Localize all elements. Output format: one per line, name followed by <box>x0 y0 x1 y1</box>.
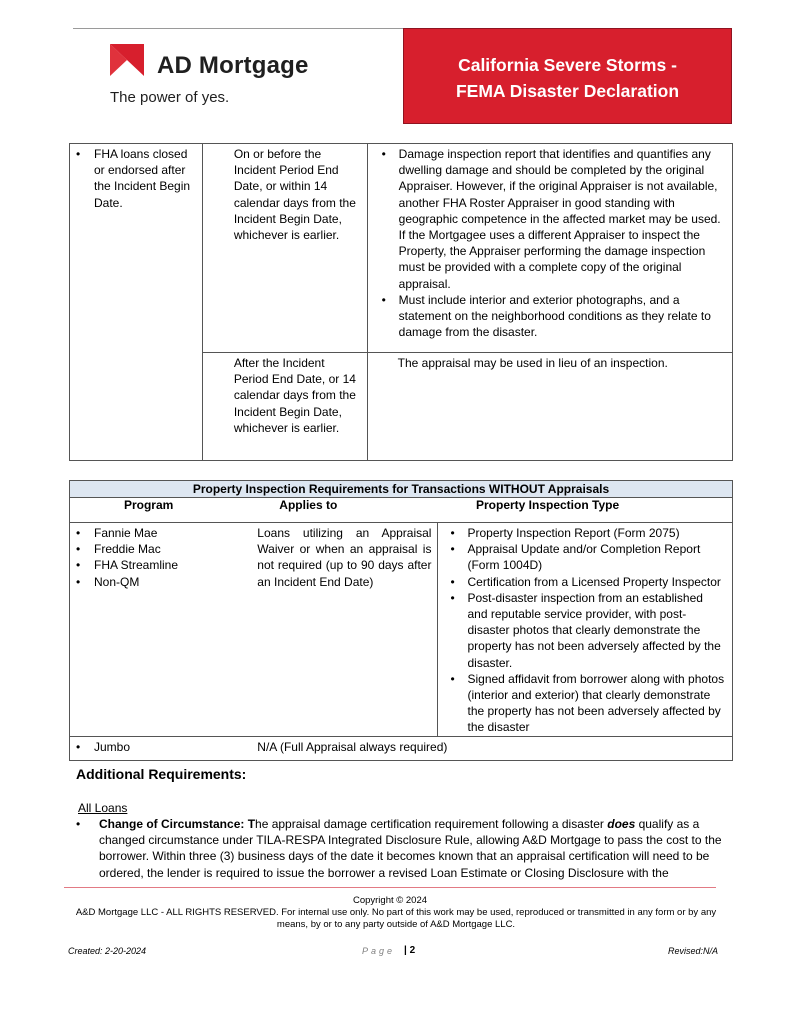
header-program: Program <box>70 498 228 523</box>
list-item: • Signed affidavit from borrower along with photos (interior and exterior) that clearly demonstrate the property has not been adversely affected by the disaster <box>441 671 726 736</box>
list-item: • Certification from a Licensed Property Inspector <box>441 574 726 590</box>
fha-inspection-table <box>69 143 733 461</box>
applies-cell: After the Incident Period End Date, or 14 calendar days from the Incident Begin Date, whichever is earlier. <box>202 353 367 461</box>
type-cell: The appraisal may be used in lieu of an inspection. <box>367 353 732 461</box>
table-caption-row <box>70 481 733 498</box>
table-caption: Property Inspection Requirements for Transactions WITHOUT Appraisals <box>70 481 733 498</box>
list-item: • Damage inspection report that identifies and quantifies any dwelling damage and should be completed by the original Appraiser. However, if the original Appraiser is not available, another FHA Roster Appraiser in good standing with geographic competence in the affected market may be used. If the Mortgagee uses a different Appraiser to inspect the Property, the Appraiser performing the damage inspection must be provided with a complete copy of the original appraisal. <box>373 146 726 292</box>
list-item: • Fannie Mae <box>70 525 227 541</box>
type-cell <box>367 144 732 353</box>
document-title-banner <box>403 28 732 124</box>
copyright: Copyright © 2024 <box>352 895 428 906</box>
coc-text-part2: qualify as a changed circumstance under TILA-RESPA Integrated Disclosure Rule, allowing A&D Mortgage to pass the cost to the borrower. Within three (3) business days of the date it becomes known that an appraisal certification will need to be ordered, the lender is required to issue the borrower a revised Loan Estimate or Closing Disclosure with the <box>99 817 722 880</box>
brand-tagline: The power of yes. <box>110 89 230 106</box>
list-item: • Freddie Mac <box>70 541 227 557</box>
revised-date: Revised:N/A <box>668 946 719 956</box>
section-subheading: All Loans <box>78 801 128 815</box>
ad-mortgage-logo-icon <box>110 44 144 76</box>
list-item: • Post-disaster inspection from an established and reputable service provider, with post- disaster photos that clearly demonstrate the property has not been adversely affected by the disaster. <box>441 590 726 671</box>
rights-notice: A&D Mortgage LLC - ALL RIGHTS RESERVED. For internal use only. No part of this work may be used, reproduced or transmitted in any form or by any means, by or to any party outside of A&D Mortgage LLC. <box>75 907 717 930</box>
list-item: • Non-QM <box>70 574 227 590</box>
header-rule <box>73 28 403 29</box>
header-inspection-type: Property Inspection Type <box>438 498 733 523</box>
table-header-row <box>70 498 733 523</box>
list-item: • FHA Streamline <box>70 557 227 573</box>
created-date: Created: 2-20-2024 <box>68 946 147 956</box>
header-applies-to: Applies to <box>227 498 438 523</box>
coc-label: Change of Circumstance: T <box>99 817 256 831</box>
table-row <box>70 144 733 353</box>
bullet-icon: • <box>76 817 81 831</box>
program-cell <box>70 144 203 461</box>
section-title: Additional Requirements: <box>76 766 247 782</box>
footer-rule <box>64 887 716 888</box>
list-item: • Property Inspection Report (Form 2075) <box>441 525 726 541</box>
change-of-circumstance-text <box>99 816 725 881</box>
coc-emphasis: does <box>607 817 636 831</box>
list-item: • Jumbo <box>70 739 227 755</box>
program-cell <box>70 523 228 737</box>
table-row <box>70 523 733 737</box>
document-title-line1: California Severe Storms - <box>458 55 677 75</box>
applies-cell: On or before the Incident Period End Date, or within 14 calendar days from the Incident Begin Date, whichever is earlier. <box>202 144 367 353</box>
list-item: • FHA loans closed or endorsed after the Incident Begin Date. <box>70 146 202 211</box>
list-item: • Appraisal Update and/or Completion Report (Form 1004D) <box>441 541 726 573</box>
type-cell <box>438 523 733 737</box>
applies-cell: N/A (Full Appraisal always required) <box>227 736 732 760</box>
inspection-without-appraisal-table <box>69 480 733 761</box>
program-cell <box>70 736 228 760</box>
table-row <box>70 736 733 760</box>
document-title-line2: FEMA Disaster Declaration <box>455 81 680 101</box>
coc-text-part1: he appraisal damage certification requirement following a disaster <box>255 817 608 831</box>
page-label: Page <box>362 946 396 956</box>
applies-cell: Loans utilizing an Appraisal Waiver or when an appraisal is not required (up to 90 days after an Incident End Date) <box>227 523 438 737</box>
brand-name: AD Mortgage <box>157 52 309 79</box>
list-item: • Must include interior and exterior photographs, and a statement on the neighborhood conditions as they relate to damage from the disaster. <box>373 292 726 341</box>
page-number: | 2 <box>404 945 416 956</box>
